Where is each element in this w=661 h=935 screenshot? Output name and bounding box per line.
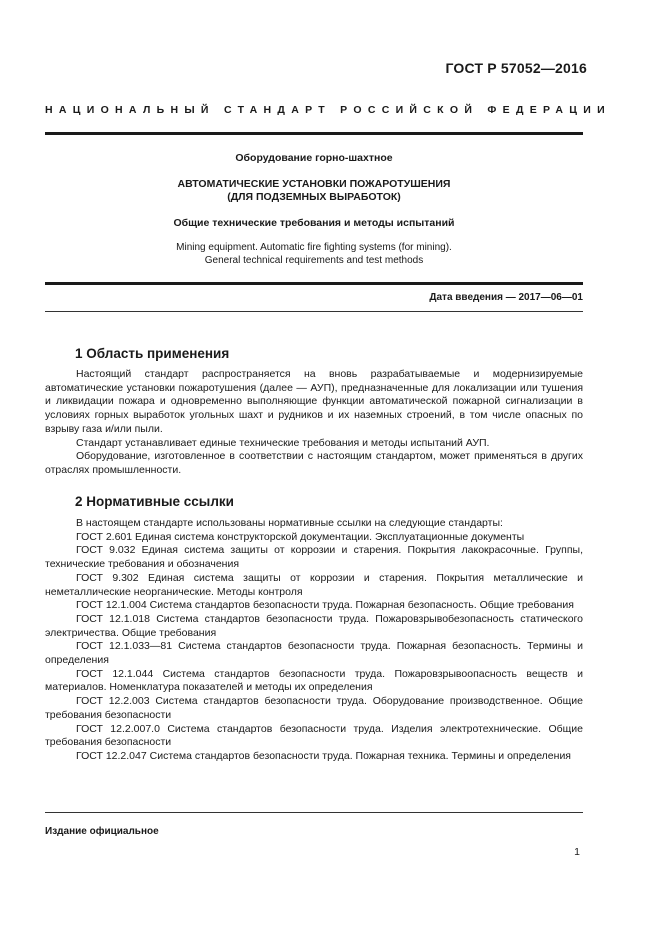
reference-item: ГОСТ 12.2.007.0 Система стандартов безопасности труда. Изделия электротехнические. Общие требования безопасности <box>45 722 583 749</box>
reference-item: ГОСТ 12.1.033—81 Система стандартов безопасности труда. Пожарная безопасность. Термины и определения <box>45 640 583 667</box>
official-edition-label: Издание официальное <box>45 826 159 837</box>
document-subtitle: Общие технические требования и методы испытаний <box>173 217 455 229</box>
section-1-paragraph: Оборудование, изготовленное в соответствии с настоящим стандартом, может применяться в других отраслях промышленности. <box>45 450 583 476</box>
reference-item: ГОСТ 2.601 Единая система конструкторской документации. Эксплуатационные документы <box>76 530 525 543</box>
footer-divider <box>45 812 583 813</box>
section-2-body <box>45 517 583 764</box>
reference-item: ГОСТ 9.032 Единая система защиты от коррозии и старения. Покрытия лакокрасочные. Группы, технические требования и обозначения <box>45 544 583 571</box>
page-number: 1 <box>574 846 580 858</box>
reference-intro: В настоящем стандарте использованы нормативные ссылки на следующие стандарты: <box>76 517 503 529</box>
reference-item: ГОСТ 12.1.018 Система стандартов безопасности труда. Пожаровзрывобезопасность статического электричества. Общие требования <box>45 612 583 639</box>
english-title-line-2: General technical requirements and test methods <box>204 255 424 266</box>
introduction-date: Дата введения — 2017—06—01 <box>429 292 583 303</box>
title-bottom-divider <box>45 282 583 285</box>
reference-item: ГОСТ 9.302 Единая система защиты от коррозии и старения. Покрытия металлические и неметаллические неорганические. Методы контроля <box>45 571 583 598</box>
section-2-heading: 2 Нормативные ссылки <box>75 494 234 509</box>
title-block <box>45 152 583 267</box>
main-title-line-1: АВТОМАТИЧЕСКИЕ УСТАНОВКИ ПОЖАРОТУШЕНИЯ <box>177 178 451 190</box>
main-title-line-2: (ДЛЯ ПОДЗЕМНЫХ ВЫРАБОТОК) <box>227 191 401 203</box>
national-standard-title: НАЦИОНАЛЬНЫЙ СТАНДАРТ РОССИЙСКОЙ ФЕДЕРАЦИИ <box>45 104 611 116</box>
equipment-category: Оборудование горно-шахтное <box>235 152 393 164</box>
reference-item: ГОСТ 12.1.004 Система стандартов безопасности труда. Пожарная безопасность. Общие требования <box>76 599 574 612</box>
document-number: ГОСТ Р 57052—2016 <box>445 60 587 76</box>
reference-item: ГОСТ 12.2.003 Система стандартов безопасности труда. Оборудование производственное. Общие требования безопасности <box>45 695 583 721</box>
section-1-body <box>45 368 583 478</box>
english-title-line-1: Mining equipment. Automatic fire fighting systems (for mining). <box>176 242 452 253</box>
reference-item: ГОСТ 12.2.047 Система стандартов безопасности труда. Пожарная техника. Термины и определения <box>76 749 571 762</box>
section-1-heading: 1 Область применения <box>75 346 230 361</box>
date-divider <box>45 311 583 312</box>
reference-item: ГОСТ 12.1.044 Система стандартов безопасности труда. Пожаровзрывоопасность веществ и материалов. Номенклатура показателей и методы их определения <box>45 667 583 694</box>
section-1-paragraph: Настоящий стандарт распространяется на вновь разрабатываемые и модернизируемые автоматические установки пожаротушения (далее — АУП), предназначенные для локализации или тушения и ликвидации пожара и одновременно выполняющие функции автоматической пожарной сигнализации в условиях горных выработок угольных шахт и рудников и их наземных строений, в том числе опасных по взрыву газа и/или пыли. <box>45 368 583 435</box>
section-1-paragraph: Стандарт устанавливает единые технические требования и методы испытаний АУП. <box>76 436 490 449</box>
top-divider <box>45 132 583 135</box>
